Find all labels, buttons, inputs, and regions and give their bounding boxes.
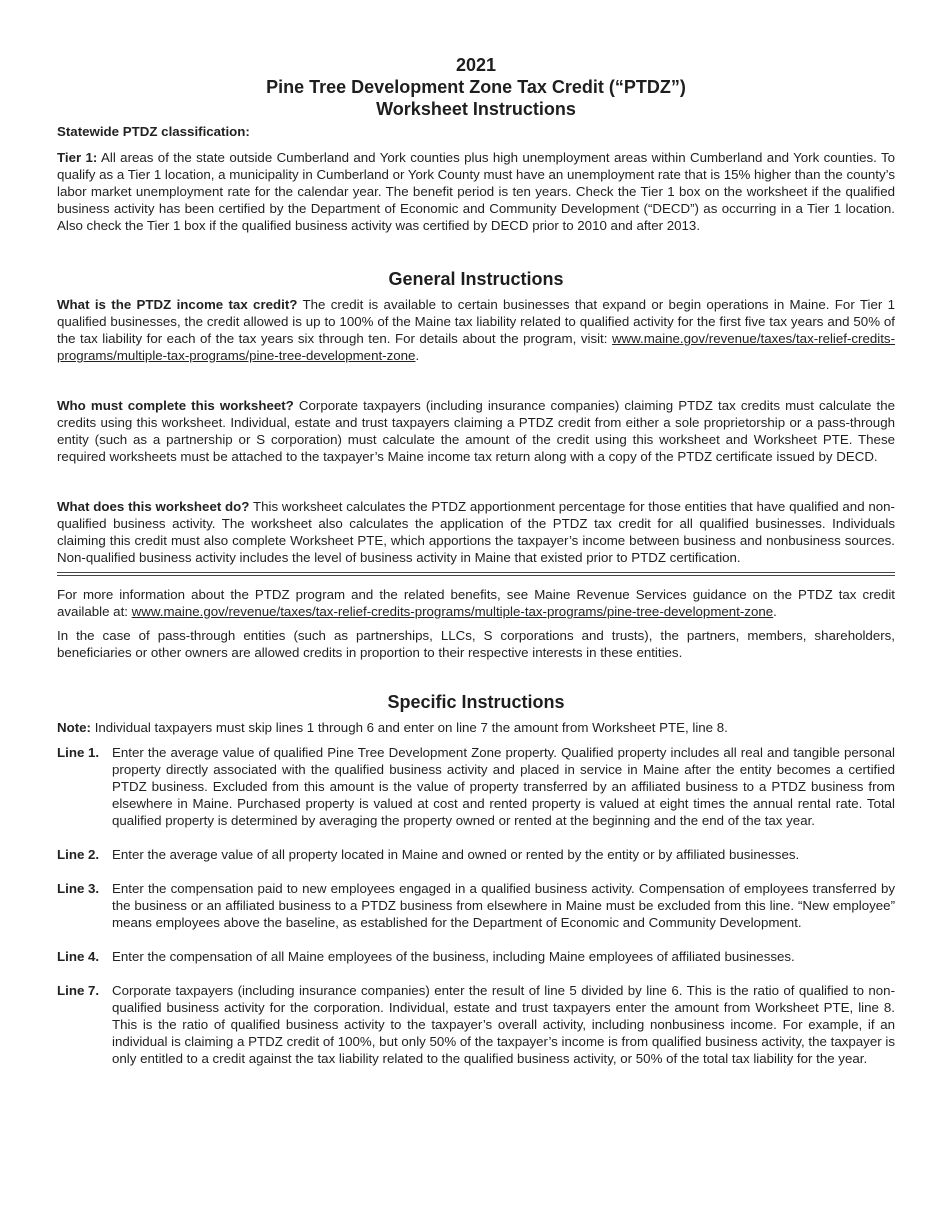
what-worksheet-does-paragraph (57, 498, 895, 566)
line-4-label: Line 4. (57, 949, 100, 964)
line-4-text: Enter the compensation of all Maine employees of the business, including Maine employees of affiliated businesses. (112, 949, 795, 964)
who-must-complete-question: Who must complete this worksheet? (57, 398, 294, 413)
note-label: Note: (57, 720, 91, 735)
line-7-text: Corporate taxpayers (including insurance companies) enter the result of line 5 divided by line 6. This is the ratio of qualified to non-qualified business activity for the corporation. Individual, estate and trust taxpayers enter the amount from Worksheet PTE, line 8. This is the ratio of qualified business activity to the taxpayer’s overall activity, including nonbusiness income. For example, if an individual is claiming a PTDZ credit of 100%, but only 50% of the taxpayer’s income is from qualified business activity, the taxpayer is only entitled to a credit against the tax liability related to the qualified business activity, or 50% of the total tax liability for the year. (112, 983, 895, 1066)
classification-heading: Statewide PTDZ classification: (57, 124, 250, 139)
guidance-link[interactable]: www.maine.gov/revenue/taxes/tax-relief-credits-programs/multiple-tax-programs/pine-tree-development-zone (131, 604, 774, 619)
form-title: Pine Tree Development Zone Tax Credit (“PTDZ”) (266, 77, 686, 97)
tier1-paragraph (57, 149, 895, 234)
line-3-label: Line 3. (57, 881, 100, 896)
ptdz-credit-paragraph: What is the PTDZ income tax credit? The credit is available to certain businesses that expand or begin operations in Maine. For Tier 1 qualified businesses, the credit allowed is up to 100% of the Maine tax liability related to qualified activity for the first five tax years and 50% of the tax liability for each of the tax years six through ten. For details about the program, visit: www.maine.gov/revenue/taxes/tax-relief-credits-programs/multiple-tax-programs/pine-tree-development-zone. (57, 297, 895, 363)
line-2-label: Line 2. (57, 847, 100, 862)
line-2-instruction (57, 846, 895, 863)
tier1-text: All areas of the state outside Cumberland and York counties plus high unemployment areas within Cumberland and York counties. To qualify as a Tier 1 location, a municipality in Cumberland or York County must have an unemployment rate that is 15% higher than the county’s labor market unemployment rate for the calendar year. The benefit period is ten years. Check the Tier 1 box on the worksheet if the qualified business activity has been certified by the Department of Economic and Community Development (“DECD”) as occurring in a Tier 1 location. Also check the Tier 1 box if the qualified business activity was certified by DECD prior to 2010 and after 2013. (57, 150, 896, 233)
year-title: 2021 (455, 55, 497, 75)
line-7-instruction (57, 982, 895, 1067)
line-4-instruction (57, 948, 895, 965)
line-1-instruction (57, 744, 895, 829)
more-info-text: For more information about the PTDZ program and the related benefits, see Maine Revenue Services guidance on the PTDZ tax credit available at: (57, 587, 895, 619)
note-paragraph (57, 719, 895, 736)
line-3-text: Enter the compensation paid to new employees engaged in a qualified business activity. Compensation of employees transferred by the business or an affiliated business to a PTDZ business from elsewhere in Maine must be excluded from this line. “New employee” means employees above the baseline, as established for the Department of Economic and Community Development. (112, 881, 895, 930)
line-1-label: Line 1. (57, 745, 100, 760)
ptdz-credit-question: What is the PTDZ income tax credit? (57, 297, 298, 312)
tier1-label: Tier 1: (57, 150, 98, 165)
form-subtitle: Worksheet Instructions (376, 99, 576, 119)
note-text: Individual taxpayers must skip lines 1 through 6 and enter on line 7 the amount from Worksheet PTE, line 8. (94, 720, 728, 735)
general-instructions-heading: General Instructions (388, 269, 564, 289)
line-1-text: Enter the average value of qualified Pine Tree Development Zone property. Qualified property includes all real and tangible personal property directly associated with the qualified business activity and placed in service in Maine after the entity becomes a certified PTDZ business. Excluded from this amount is the value of property transferred by an affiliated business to a PTDZ business from elsewhere in Maine. Purchased property is valued at cost and rented property is valued at eight times the annual rental rate. Total qualified property is determined by averaging the property owned or rented at the beginning and the end of the tax year. (112, 745, 895, 828)
specific-instructions-heading: Specific Instructions (387, 692, 565, 712)
what-worksheet-does-question: What does this worksheet do? (57, 499, 250, 514)
document-header (57, 54, 895, 120)
line-7-label: Line 7. (57, 983, 100, 998)
who-must-complete-paragraph (57, 397, 895, 465)
document-page (57, 54, 895, 1067)
what-worksheet-does-text: This worksheet calculates the PTDZ apportionment percentage for those entities that have qualified and non-qualified business activity. The worksheet also calculates the application of the PTDZ tax credit for all qualified businesses. Individuals claiming this credit must also complete Worksheet PTE, which apportions the taxpayer’s income between business and nonbusiness sources. Non-qualified business activity includes the level of business activity in Maine that existed prior to PTDZ certification. (57, 499, 895, 565)
more-info-paragraph: For more information about the PTDZ program and the related benefits, see Maine Revenue Services guidance on the PTDZ tax credit available at: www.maine.gov/revenue/taxes/tax-relief-credits-programs/multiple-tax-programs/pine-tree-development-zone. (57, 587, 895, 619)
pass-through-paragraph: In the case of pass-through entities (such as partnerships, LLCs, S corporations and trusts), the partners, members, shareholders, beneficiaries or other owners are allowed credits in proportion to their respective interests in these entities. (57, 628, 895, 660)
line-3-instruction (57, 880, 895, 931)
program-link[interactable]: www.maine.gov/revenue/taxes/tax-relief-credits-programs/multiple-tax-programs/pine-tree-development-zone (57, 331, 895, 363)
who-must-complete-text: Corporate taxpayers (including insurance companies) claiming PTDZ tax credits must calculate the credits using this worksheet. Individual, estate and trust taxpayers claiming a PTDZ credit from either a sole proprietorship or a pass-through entity (such as a partnership or S corporation) must calculate the amount of the credit using this worksheet and Worksheet PTE. These required worksheets must be attached to the taxpayer’s Maine income tax return along with a copy of the PTDZ certificate issued by DECD. (57, 398, 896, 464)
ptdz-credit-text: The credit is available to certain businesses that expand or begin operations in Maine. For Tier 1 qualified businesses, the credit allowed is up to 100% of the Maine tax liability related to qualified activity for the first five tax years and 50% of the tax liability for each of the tax years six through ten. For details about the program, visit: (57, 297, 895, 346)
line-2-text: Enter the average value of all property located in Maine and owned or rented by the entity or by affiliated businesses. (112, 847, 800, 862)
